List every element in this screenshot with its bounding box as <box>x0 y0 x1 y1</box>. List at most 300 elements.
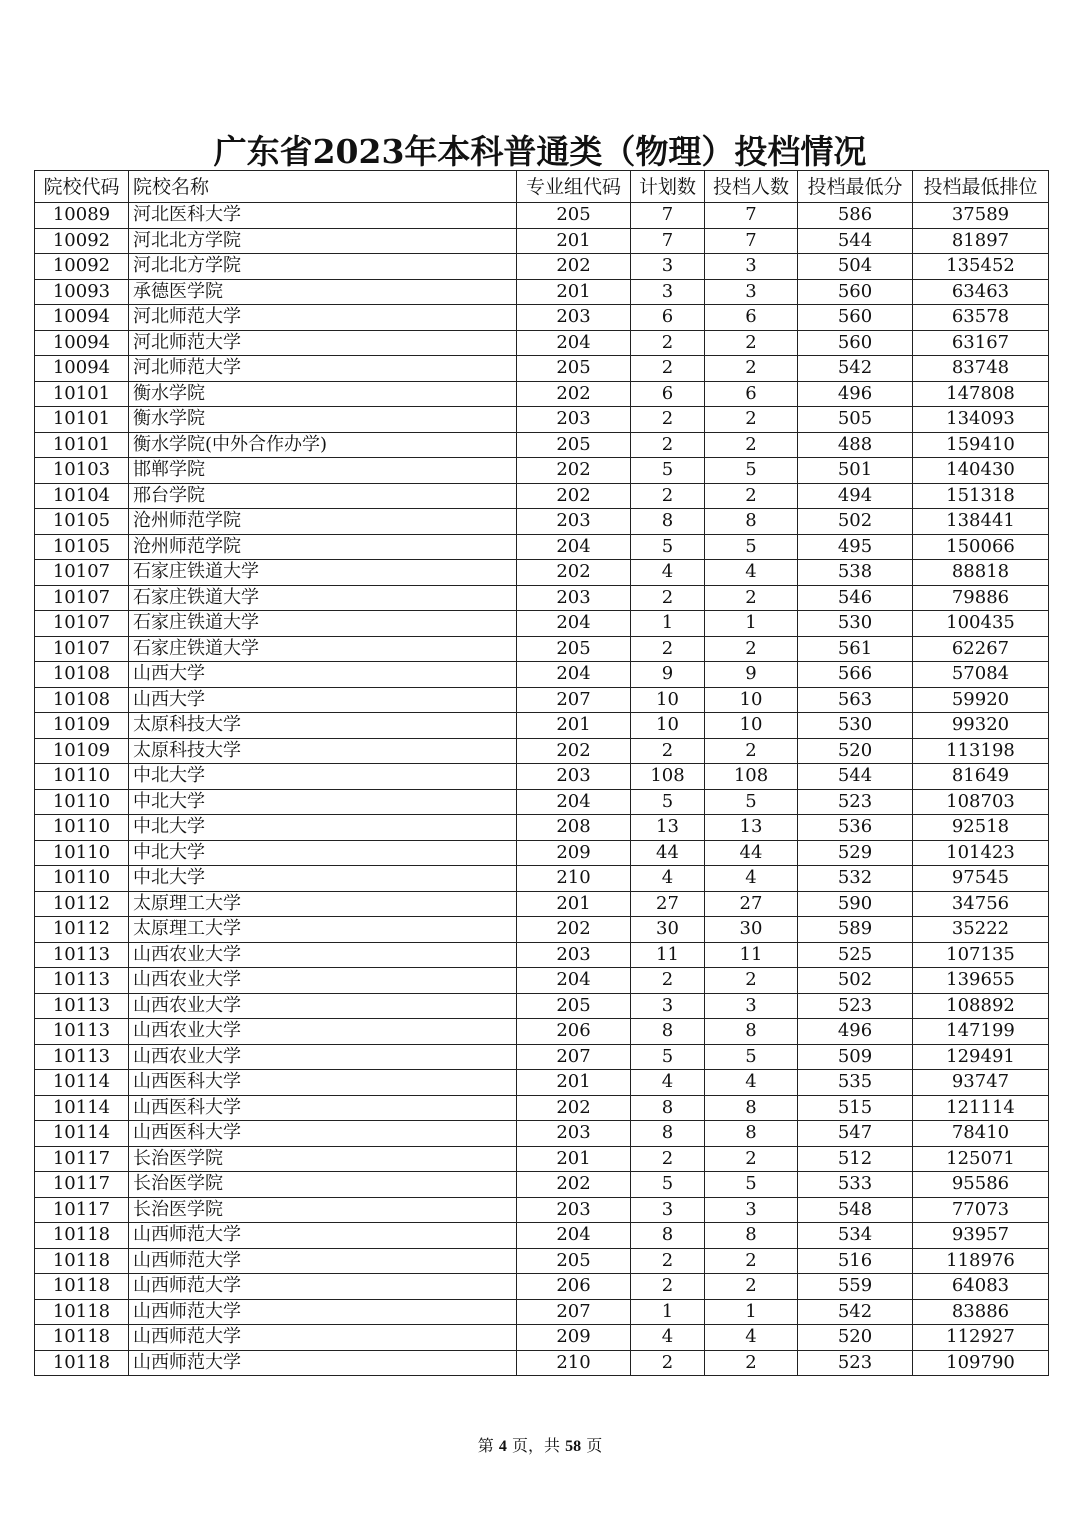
table-row <box>35 891 1049 917</box>
cell-group-code: 205 <box>517 993 631 1019</box>
cell-min-rank: 83886 <box>913 1299 1049 1325</box>
cell-school-name: 太原理工大学 <box>129 891 517 917</box>
cell-plan-count: 30 <box>631 917 705 943</box>
cell-school-code: 10118 <box>35 1299 129 1325</box>
cell-school-code: 10118 <box>35 1325 129 1351</box>
cell-min-rank: 34756 <box>913 891 1049 917</box>
cell-min-rank: 107135 <box>913 942 1049 968</box>
cell-school-name: 沧州师范学院 <box>129 509 517 535</box>
cell-admitted-count: 3 <box>705 1197 798 1223</box>
cell-min-rank: 79886 <box>913 585 1049 611</box>
cell-group-code: 209 <box>517 840 631 866</box>
cell-admitted-count: 8 <box>705 1223 798 1249</box>
cell-school-name: 河北医科大学 <box>129 203 517 229</box>
cell-min-rank: 129491 <box>913 1044 1049 1070</box>
cell-school-name: 长治医学院 <box>129 1197 517 1223</box>
cell-school-name: 河北北方学院 <box>129 254 517 280</box>
cell-school-name: 河北师范大学 <box>129 305 517 331</box>
cell-school-name: 山西师范大学 <box>129 1274 517 1300</box>
cell-school-code: 10094 <box>35 330 129 356</box>
table-row <box>35 1070 1049 1096</box>
cell-min-rank: 59920 <box>913 687 1049 713</box>
cell-min-rank: 125071 <box>913 1146 1049 1172</box>
cell-admitted-count: 7 <box>705 203 798 229</box>
cell-group-code: 203 <box>517 509 631 535</box>
cell-min-score: 488 <box>798 432 913 458</box>
footer-suffix: 页 <box>586 1436 603 1455</box>
table-row <box>35 1248 1049 1274</box>
cell-min-score: 542 <box>798 356 913 382</box>
cell-admitted-count: 5 <box>705 1044 798 1070</box>
cell-school-name: 承德医学院 <box>129 279 517 305</box>
footer-middle: 页，共 <box>511 1436 560 1455</box>
table-row <box>35 1121 1049 1147</box>
cell-min-score: 530 <box>798 611 913 637</box>
cell-school-code: 10113 <box>35 942 129 968</box>
cell-school-code: 10101 <box>35 432 129 458</box>
cell-admitted-count: 27 <box>705 891 798 917</box>
cell-min-score: 501 <box>798 458 913 484</box>
cell-group-code: 204 <box>517 534 631 560</box>
cell-plan-count: 8 <box>631 509 705 535</box>
cell-school-name: 山西大学 <box>129 687 517 713</box>
cell-group-code: 203 <box>517 1121 631 1147</box>
cell-group-code: 203 <box>517 1197 631 1223</box>
cell-min-rank: 159410 <box>913 432 1049 458</box>
cell-min-score: 529 <box>798 840 913 866</box>
cell-plan-count: 8 <box>631 1095 705 1121</box>
cell-school-code: 10108 <box>35 662 129 688</box>
cell-plan-count: 4 <box>631 560 705 586</box>
cell-min-score: 561 <box>798 636 913 662</box>
table-row <box>35 942 1049 968</box>
cell-admitted-count: 8 <box>705 1095 798 1121</box>
cell-plan-count: 2 <box>631 636 705 662</box>
table-row <box>35 509 1049 535</box>
cell-min-rank: 100435 <box>913 611 1049 637</box>
cell-plan-count: 8 <box>631 1223 705 1249</box>
cell-school-name: 山西大学 <box>129 662 517 688</box>
cell-admitted-count: 5 <box>705 458 798 484</box>
page-title: 广东省2023年本科普通类（物理）投档情况 <box>213 132 867 171</box>
cell-min-rank: 63578 <box>913 305 1049 331</box>
cell-school-code: 10103 <box>35 458 129 484</box>
cell-min-score: 536 <box>798 815 913 841</box>
cell-min-rank: 77073 <box>913 1197 1049 1223</box>
cell-admitted-count: 4 <box>705 560 798 586</box>
cell-school-code: 10110 <box>35 789 129 815</box>
cell-group-code: 210 <box>517 1350 631 1376</box>
cell-school-code: 10117 <box>35 1146 129 1172</box>
cell-school-code: 10118 <box>35 1223 129 1249</box>
cell-school-name: 石家庄铁道大学 <box>129 560 517 586</box>
cell-admitted-count: 9 <box>705 662 798 688</box>
table-row <box>35 356 1049 382</box>
cell-plan-count: 3 <box>631 1197 705 1223</box>
cell-admitted-count: 1 <box>705 611 798 637</box>
cell-min-score: 523 <box>798 993 913 1019</box>
cell-plan-count: 44 <box>631 840 705 866</box>
cell-admitted-count: 3 <box>705 993 798 1019</box>
cell-school-name: 中北大学 <box>129 764 517 790</box>
cell-admitted-count: 108 <box>705 764 798 790</box>
cell-school-code: 10118 <box>35 1248 129 1274</box>
cell-admitted-count: 3 <box>705 254 798 280</box>
cell-group-code: 203 <box>517 585 631 611</box>
cell-plan-count: 2 <box>631 1248 705 1274</box>
cell-plan-count: 3 <box>631 993 705 1019</box>
cell-min-rank: 63167 <box>913 330 1049 356</box>
cell-admitted-count: 10 <box>705 687 798 713</box>
footer-total-pages: 58 <box>565 1438 582 1455</box>
cell-group-code: 204 <box>517 1223 631 1249</box>
table-row <box>35 560 1049 586</box>
cell-plan-count: 2 <box>631 968 705 994</box>
cell-group-code: 202 <box>517 458 631 484</box>
cell-school-name: 中北大学 <box>129 866 517 892</box>
cell-min-score: 535 <box>798 1070 913 1096</box>
cell-school-code: 10092 <box>35 228 129 254</box>
cell-plan-count: 2 <box>631 1274 705 1300</box>
header-group-code: 专业组代码 <box>517 171 631 203</box>
table-row <box>35 764 1049 790</box>
cell-group-code: 202 <box>517 738 631 764</box>
cell-min-score: 530 <box>798 713 913 739</box>
cell-admitted-count: 10 <box>705 713 798 739</box>
cell-school-code: 10108 <box>35 687 129 713</box>
table-row <box>35 713 1049 739</box>
cell-admitted-count: 30 <box>705 917 798 943</box>
cell-group-code: 204 <box>517 789 631 815</box>
cell-min-score: 525 <box>798 942 913 968</box>
table-row <box>35 483 1049 509</box>
cell-admitted-count: 8 <box>705 1019 798 1045</box>
cell-group-code: 202 <box>517 917 631 943</box>
cell-group-code: 207 <box>517 1044 631 1070</box>
cell-group-code: 207 <box>517 1299 631 1325</box>
cell-min-rank: 64083 <box>913 1274 1049 1300</box>
admissions-table <box>34 170 1049 1376</box>
cell-min-score: 533 <box>798 1172 913 1198</box>
cell-admitted-count: 2 <box>705 636 798 662</box>
cell-school-code: 10110 <box>35 866 129 892</box>
cell-group-code: 201 <box>517 891 631 917</box>
cell-min-rank: 88818 <box>913 560 1049 586</box>
cell-admitted-count: 2 <box>705 1274 798 1300</box>
cell-min-score: 504 <box>798 254 913 280</box>
cell-admitted-count: 5 <box>705 789 798 815</box>
cell-plan-count: 2 <box>631 1350 705 1376</box>
table-row <box>35 1146 1049 1172</box>
cell-school-name: 沧州师范学院 <box>129 534 517 560</box>
cell-min-score: 538 <box>798 560 913 586</box>
cell-group-code: 201 <box>517 1146 631 1172</box>
cell-admitted-count: 8 <box>705 1121 798 1147</box>
cell-group-code: 206 <box>517 1019 631 1045</box>
cell-min-score: 560 <box>798 330 913 356</box>
cell-min-rank: 81649 <box>913 764 1049 790</box>
cell-group-code: 202 <box>517 560 631 586</box>
cell-school-code: 10092 <box>35 254 129 280</box>
cell-school-name: 邢台学院 <box>129 483 517 509</box>
table-row <box>35 305 1049 331</box>
cell-plan-count: 1 <box>631 1299 705 1325</box>
cell-school-name: 太原理工大学 <box>129 917 517 943</box>
table-row <box>35 432 1049 458</box>
cell-group-code: 202 <box>517 483 631 509</box>
cell-min-rank: 93747 <box>913 1070 1049 1096</box>
cell-min-score: 520 <box>798 1325 913 1351</box>
table-row <box>35 636 1049 662</box>
cell-min-rank: 147808 <box>913 381 1049 407</box>
cell-min-score: 544 <box>798 228 913 254</box>
cell-school-name: 衡水学院 <box>129 381 517 407</box>
table-row <box>35 917 1049 943</box>
cell-min-rank: 92518 <box>913 815 1049 841</box>
cell-min-score: 563 <box>798 687 913 713</box>
table-row <box>35 1172 1049 1198</box>
cell-group-code: 206 <box>517 1274 631 1300</box>
cell-school-name: 山西医科大学 <box>129 1121 517 1147</box>
cell-min-score: 505 <box>798 407 913 433</box>
cell-plan-count: 5 <box>631 534 705 560</box>
cell-plan-count: 2 <box>631 585 705 611</box>
cell-min-rank: 108703 <box>913 789 1049 815</box>
cell-plan-count: 2 <box>631 483 705 509</box>
table-header-row <box>35 171 1049 203</box>
cell-min-rank: 112927 <box>913 1325 1049 1351</box>
table-row <box>35 407 1049 433</box>
header-min-score: 投档最低分 <box>798 171 913 203</box>
cell-admitted-count: 2 <box>705 356 798 382</box>
cell-min-score: 560 <box>798 279 913 305</box>
table-row <box>35 1197 1049 1223</box>
table-row <box>35 687 1049 713</box>
cell-school-code: 10113 <box>35 993 129 1019</box>
cell-plan-count: 1 <box>631 611 705 637</box>
cell-school-name: 山西师范大学 <box>129 1223 517 1249</box>
footer-prefix: 第 <box>477 1436 494 1455</box>
cell-school-code: 10118 <box>35 1274 129 1300</box>
cell-plan-count: 4 <box>631 1070 705 1096</box>
cell-school-name: 石家庄铁道大学 <box>129 585 517 611</box>
cell-plan-count: 2 <box>631 1146 705 1172</box>
table-row <box>35 1299 1049 1325</box>
cell-school-code: 10117 <box>35 1172 129 1198</box>
cell-plan-count: 2 <box>631 330 705 356</box>
cell-group-code: 207 <box>517 687 631 713</box>
cell-plan-count: 108 <box>631 764 705 790</box>
cell-admitted-count: 4 <box>705 1325 798 1351</box>
cell-school-code: 10109 <box>35 738 129 764</box>
cell-plan-count: 5 <box>631 789 705 815</box>
cell-school-name: 山西农业大学 <box>129 993 517 1019</box>
cell-school-name: 衡水学院 <box>129 407 517 433</box>
cell-school-name: 长治医学院 <box>129 1172 517 1198</box>
cell-school-code: 10110 <box>35 840 129 866</box>
cell-min-score: 546 <box>798 585 913 611</box>
table-row <box>35 534 1049 560</box>
cell-plan-count: 3 <box>631 254 705 280</box>
cell-min-rank: 109790 <box>913 1350 1049 1376</box>
cell-school-name: 山西医科大学 <box>129 1070 517 1096</box>
cell-min-rank: 135452 <box>913 254 1049 280</box>
cell-group-code: 208 <box>517 815 631 841</box>
cell-min-rank: 63463 <box>913 279 1049 305</box>
cell-group-code: 204 <box>517 611 631 637</box>
cell-min-rank: 150066 <box>913 534 1049 560</box>
cell-admitted-count: 2 <box>705 432 798 458</box>
cell-min-score: 547 <box>798 1121 913 1147</box>
table-row <box>35 1095 1049 1121</box>
cell-min-score: 520 <box>798 738 913 764</box>
cell-school-name: 山西农业大学 <box>129 1019 517 1045</box>
cell-plan-count: 27 <box>631 891 705 917</box>
header-school-code: 院校代码 <box>35 171 129 203</box>
table-row <box>35 1019 1049 1045</box>
cell-group-code: 201 <box>517 713 631 739</box>
table-row <box>35 228 1049 254</box>
table-row <box>35 1044 1049 1070</box>
cell-school-name: 山西农业大学 <box>129 1044 517 1070</box>
cell-min-score: 502 <box>798 968 913 994</box>
cell-min-score: 496 <box>798 381 913 407</box>
header-min-rank: 投档最低排位 <box>913 171 1049 203</box>
cell-school-name: 石家庄铁道大学 <box>129 636 517 662</box>
cell-admitted-count: 13 <box>705 815 798 841</box>
cell-plan-count: 7 <box>631 228 705 254</box>
header-admitted-count: 投档人数 <box>705 171 798 203</box>
cell-school-code: 10113 <box>35 1044 129 1070</box>
cell-school-code: 10112 <box>35 917 129 943</box>
cell-group-code: 201 <box>517 279 631 305</box>
cell-min-score: 502 <box>798 509 913 535</box>
cell-school-name: 山西师范大学 <box>129 1350 517 1376</box>
cell-school-name: 山西医科大学 <box>129 1095 517 1121</box>
cell-group-code: 205 <box>517 432 631 458</box>
cell-school-code: 10105 <box>35 534 129 560</box>
cell-min-score: 589 <box>798 917 913 943</box>
cell-plan-count: 2 <box>631 738 705 764</box>
cell-school-code: 10104 <box>35 483 129 509</box>
cell-admitted-count: 3 <box>705 279 798 305</box>
cell-school-code: 10107 <box>35 611 129 637</box>
cell-group-code: 209 <box>517 1325 631 1351</box>
cell-plan-count: 2 <box>631 356 705 382</box>
table-row <box>35 458 1049 484</box>
cell-min-score: 542 <box>798 1299 913 1325</box>
cell-admitted-count: 2 <box>705 1146 798 1172</box>
cell-min-score: 560 <box>798 305 913 331</box>
cell-school-name: 中北大学 <box>129 840 517 866</box>
cell-min-rank: 62267 <box>913 636 1049 662</box>
cell-plan-count: 4 <box>631 866 705 892</box>
cell-min-score: 494 <box>798 483 913 509</box>
cell-min-rank: 151318 <box>913 483 1049 509</box>
cell-plan-count: 9 <box>631 662 705 688</box>
cell-min-rank: 138441 <box>913 509 1049 535</box>
cell-group-code: 205 <box>517 356 631 382</box>
cell-school-name: 太原科技大学 <box>129 713 517 739</box>
cell-min-rank: 78410 <box>913 1121 1049 1147</box>
table-row <box>35 815 1049 841</box>
cell-admitted-count: 2 <box>705 585 798 611</box>
cell-plan-count: 6 <box>631 381 705 407</box>
cell-min-rank: 99320 <box>913 713 1049 739</box>
cell-group-code: 205 <box>517 203 631 229</box>
cell-min-score: 515 <box>798 1095 913 1121</box>
table-row <box>35 968 1049 994</box>
cell-admitted-count: 2 <box>705 407 798 433</box>
header-school-name: 院校名称 <box>129 171 517 203</box>
cell-school-code: 10110 <box>35 764 129 790</box>
cell-admitted-count: 2 <box>705 1248 798 1274</box>
page-footer <box>0 1436 1080 1457</box>
cell-plan-count: 5 <box>631 1044 705 1070</box>
cell-group-code: 204 <box>517 330 631 356</box>
cell-group-code: 202 <box>517 1095 631 1121</box>
cell-school-name: 邯郸学院 <box>129 458 517 484</box>
cell-school-code: 10117 <box>35 1197 129 1223</box>
cell-min-rank: 147199 <box>913 1019 1049 1045</box>
cell-group-code: 205 <box>517 1248 631 1274</box>
table-row <box>35 1274 1049 1300</box>
cell-school-name: 山西农业大学 <box>129 942 517 968</box>
cell-plan-count: 10 <box>631 713 705 739</box>
cell-school-name: 中北大学 <box>129 815 517 841</box>
cell-school-code: 10101 <box>35 381 129 407</box>
cell-school-name: 河北师范大学 <box>129 330 517 356</box>
cell-admitted-count: 2 <box>705 330 798 356</box>
cell-plan-count: 7 <box>631 203 705 229</box>
cell-plan-count: 10 <box>631 687 705 713</box>
cell-min-score: 559 <box>798 1274 913 1300</box>
cell-min-rank: 118976 <box>913 1248 1049 1274</box>
cell-min-score: 512 <box>798 1146 913 1172</box>
cell-plan-count: 4 <box>631 1325 705 1351</box>
cell-admitted-count: 6 <box>705 381 798 407</box>
cell-school-code: 10113 <box>35 968 129 994</box>
header-plan-count: 计划数 <box>631 171 705 203</box>
cell-school-name: 山西师范大学 <box>129 1248 517 1274</box>
cell-admitted-count: 5 <box>705 1172 798 1198</box>
cell-min-score: 566 <box>798 662 913 688</box>
cell-group-code: 204 <box>517 662 631 688</box>
cell-min-score: 586 <box>798 203 913 229</box>
table-row <box>35 1223 1049 1249</box>
table-row <box>35 662 1049 688</box>
table-row <box>35 738 1049 764</box>
table-row <box>35 203 1049 229</box>
cell-admitted-count: 1 <box>705 1299 798 1325</box>
cell-group-code: 201 <box>517 1070 631 1096</box>
table-row <box>35 585 1049 611</box>
cell-min-score: 590 <box>798 891 913 917</box>
cell-min-score: 523 <box>798 789 913 815</box>
cell-plan-count: 5 <box>631 458 705 484</box>
cell-school-name: 衡水学院(中外合作办学) <box>129 432 517 458</box>
cell-admitted-count: 7 <box>705 228 798 254</box>
cell-min-rank: 37589 <box>913 203 1049 229</box>
cell-group-code: 203 <box>517 942 631 968</box>
cell-group-code: 202 <box>517 254 631 280</box>
cell-plan-count: 2 <box>631 407 705 433</box>
cell-school-name: 山西农业大学 <box>129 968 517 994</box>
cell-plan-count: 13 <box>631 815 705 841</box>
cell-school-name: 中北大学 <box>129 789 517 815</box>
table-row <box>35 993 1049 1019</box>
cell-school-name: 太原科技大学 <box>129 738 517 764</box>
